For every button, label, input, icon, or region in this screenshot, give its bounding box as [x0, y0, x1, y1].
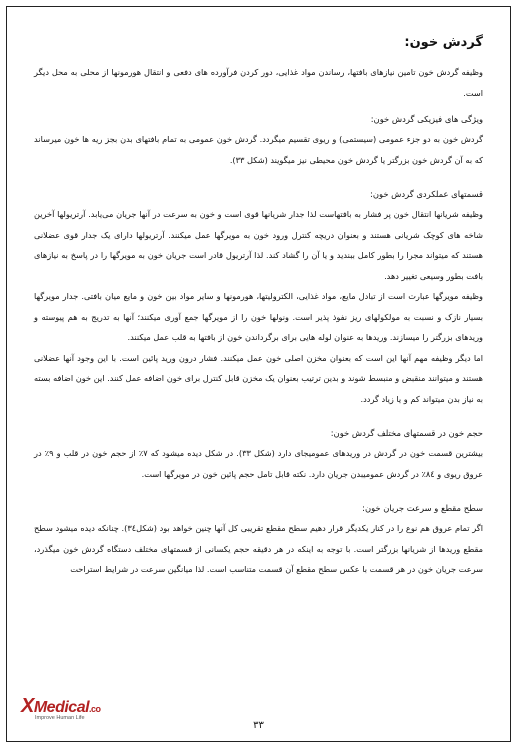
page-frame	[6, 6, 511, 742]
paragraph-arteries: وظیفه شریانها انتقال خون پر فشار به بافتهاست لذا جدار شریانها قوی است و خون به سرعت در آنها جریان می‌یابد. آرتریولها آخرین شاخه های کوچک شریانی هستند و بعنوان دریچه کنترل ورود خون به مویرگها عمل میکنند. آرتریولها دارای یک جدار قوی عضلانی هستند که میتواند مجرا را بطور کامل ببندید و یا آن را گشاد کند. لذا آرتریول قادر است جریان خون به مویرگها را در پاسخ به نیازهای بافت بطور وسیعی تغییر دهد.	[34, 209, 483, 281]
section-heading-physical: ویژگی های فیزیکی گردش خون:	[370, 114, 483, 124]
document-body	[34, 35, 483, 580]
logo-tagline: Improve Human Life	[35, 715, 85, 721]
logo-wordmark: XMedical.co	[21, 695, 101, 717]
page-number: ٣٣	[253, 720, 264, 731]
section-heading-velocity: سطح مقطع و سرعت جریان خون:	[362, 503, 483, 513]
section-heading-volume: حجم خون در قسمتهای مختلف گردش خون:	[330, 428, 483, 438]
section-body-physical: گردش خون به دو جزء عمومی (سیستمی) و ریوی تقسیم میگردد. گردش خون عمومی به تمام بافتهای بدن بجز ریه ها خون میرساند که به آن گردش خون بزرگتر یا گردش خون محیطی نیز میگویند (شکل ٣٣).	[34, 134, 483, 165]
xmedical-logo	[21, 695, 101, 721]
section-heading-functional: قسمتهای عملکردی گردش خون:	[370, 189, 483, 199]
intro-paragraph: وظیفه گردش خون تامین نیازهای بافتها، رساندن مواد غذایی، دور کردن فرآورده های دفعی و انتقال هورمونها از محلی به محل دیگر است.	[34, 67, 483, 98]
page-title: گردش خون:	[404, 35, 483, 50]
paragraph-capillaries: وظیفه مویرگها عبارت است از تبادل مایع، مواد غذایی، الکترولیتها، هورمونها و سایر مواد بین خون و مایع میان بافتی. جدار مویرگها بسیار نازک و نسبت به مولکولهای ریز نفوذ پذیر است. ونولها خون را از مویرگها جمع آوری میکنند؛ آنها به تدریج به هم پیوسته و وریدهای بزرگتر را میسازند. وریدها به عنوان لوله هایی برای برگرداندن خون از بافتها به قلب عمل میکنند.	[34, 291, 483, 342]
paragraph-veins: اما دیگر وظیفه مهم آنها این است که بعنوان مخزن اصلی خون عمل میکنند. فشار درون ورید پائین است. با این وجود آنها عضلانی هستند و میتوانند منقبض و منبسط شوند و بدین ترتیب بعنوان یک مخزن قابل کنترل برای خون اضافه عمل کنند. این خون اضافه بسته به نیاز بدن میتواند کم و یا زیاد گردد.	[34, 352, 483, 404]
section-body-volume: بیشترین قسمت خون در گردش در وریدهای عمومیجای دارد (شکل ٣٣). در شکل دیده میشود که ٧٪ از حجم خون در قلب و ٩٪ در عروق ریوی و ٨٤٪ در گردش عمومیبدن جریان دارد. نکته قابل تامل حجم پائین خون در مویرگها است.	[34, 448, 483, 479]
section-body-velocity: اگر تمام عروق هم نوع را در کنار یکدیگر قرار دهیم سطح مقطع تقریبی کل آنها چنین خواهد بود (شکل٣٤). چنانکه دیده میشود سطح مقطع وریدها از شریانها بزرگتر است. با توجه به اینکه در هر دقیقه حجم یکسانی از قسمتهای مختلف دستگاه گردش خون میگذرد، سرعت جریان خون در هر قسمت با عکس سطح مقطع آن قسمت متناسب است. لذا میانگین سرعت در شرایط استراحت	[34, 523, 483, 574]
